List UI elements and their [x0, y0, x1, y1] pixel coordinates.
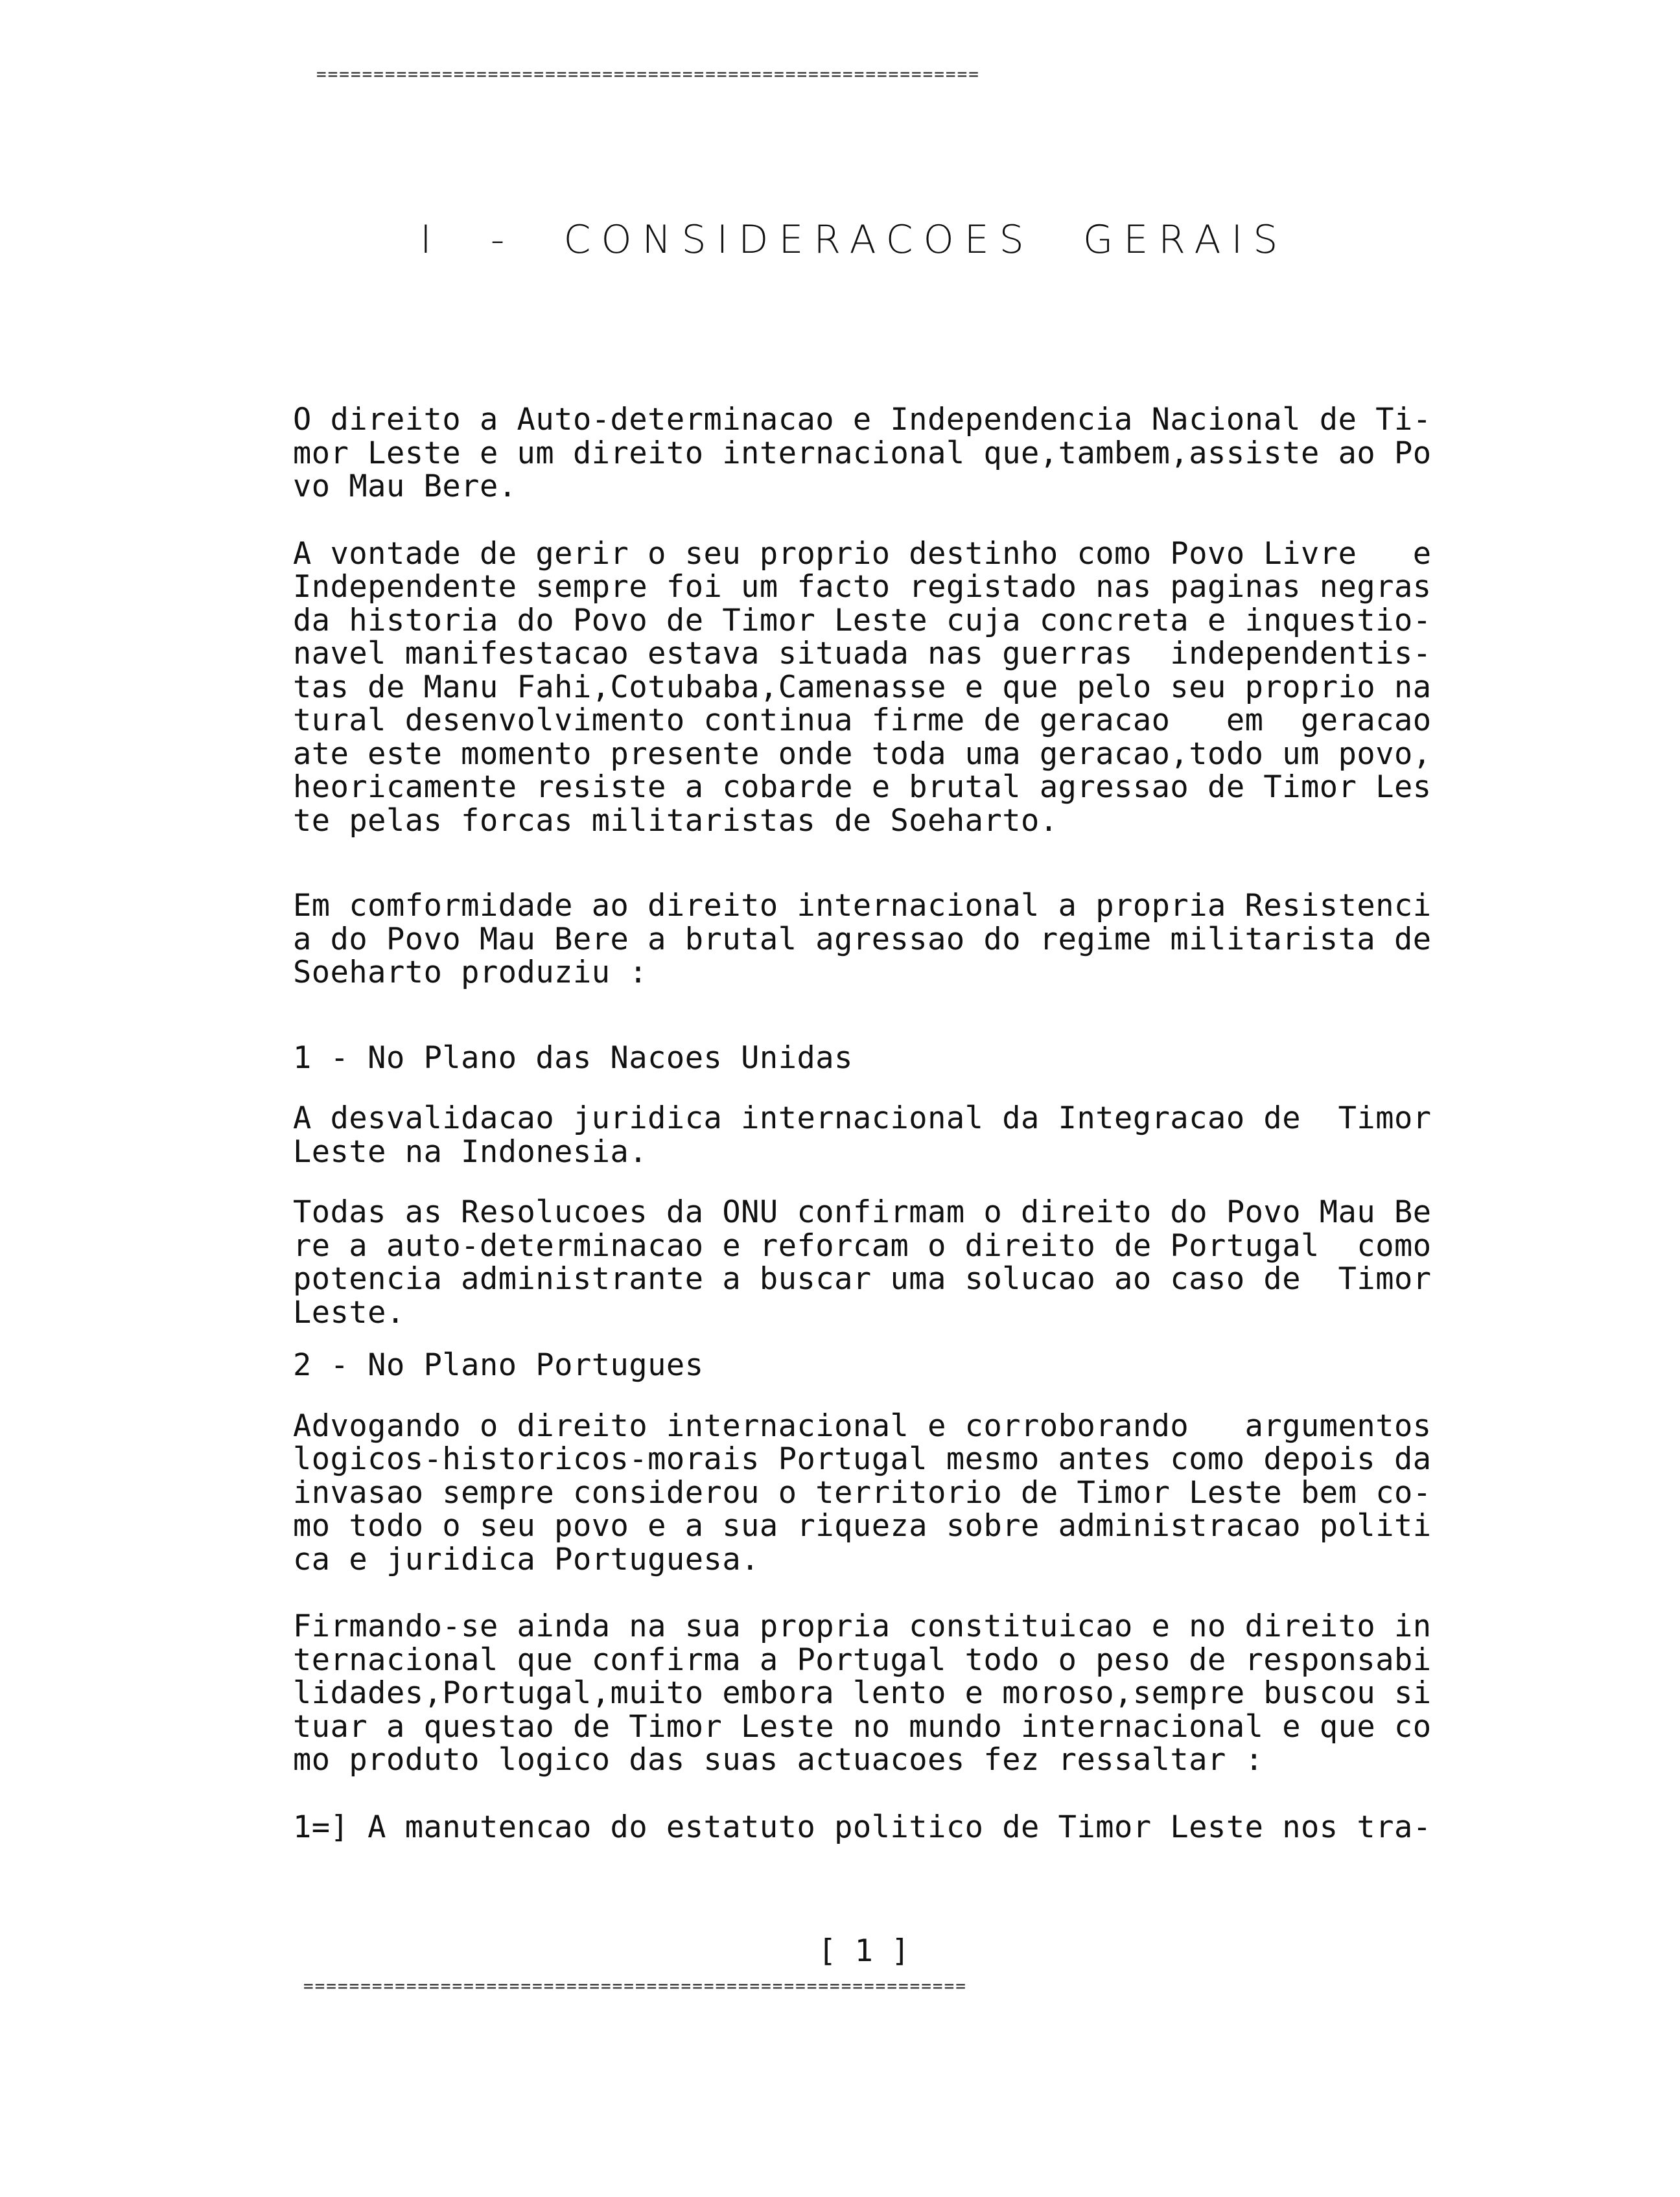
paragraph-portugal-position: Advogando o direito internacional e corroborando argumentos logicos-historicos-morais Portugal mesmo antes como depois da invasao sempre considerou o territorio de Timor Leste bem co- mo todo o seu povo e a sua riqueza sobre administracao politi ca e juridica Portuguesa. [293, 1408, 1432, 1577]
heading-portuguese-plan: 2 - No Plano Portugues [293, 1347, 704, 1383]
document-body [293, 403, 1486, 1844]
section-title: I - CONSIDERACOES GERAIS [420, 217, 1289, 262]
bottom-separator-rule: ========================================================== [303, 1977, 967, 1996]
paragraph-constitution: Firmando-se ainda na sua propria constituicao e no direito in ternacional que confirma a Portugal todo o peso de responsabi lidades,Portugal,muito embora lento e moroso,sempre buscou si tuar a questao de Timor Leste no mundo internacional e que co mo produto logico das suas actuacoes fez ressaltar : [293, 1609, 1432, 1778]
heading-united-nations: 1 - No Plano das Nacoes Unidas [293, 1040, 853, 1076]
paragraph-history: A vontade de gerir o seu proprio destinho como Povo Livre e Independente sempre foi um facto registado nas paginas negras da historia do Povo de Timor Leste cuja concreta e inquestio- navel manifestacao estava situada nas guerras independentis- tas de Manu Fahi,Cotubaba,Camenasse e que pelo seu proprio na tural desenvolvimento continua firme de geracao em geracao ate este momento presente onde toda uma geracao,todo um povo, heoricamente resiste a cobarde e brutal agressao de Timor Les te pelas forcas militaristas de Soeharto. [293, 535, 1432, 839]
paragraph-resistance: Em comformidade ao direito internacional a propria Resistenci a do Povo Mau Bere a brutal agressao do regime militarista de Soeharto produziu : [293, 888, 1432, 990]
paragraph-un-resolutions: Todas as Resolucoes da ONU confirmam o direito do Povo Mau Be re a auto-determinacao e reforcam o direito de Portugal como potencia administrante a buscar uma solucao ao caso de Timor Leste. [293, 1194, 1432, 1331]
list-item-1: 1=] A manutencao do estatuto politico de Timor Leste nos tra- [293, 1809, 1432, 1845]
page-number: [ 1 ] [818, 1933, 910, 1969]
paragraph-invalidation: A desvalidacao juridica internacional da Integracao de Timor Leste na Indonesia. [293, 1100, 1432, 1170]
paragraph-intro: O direito a Auto-determinacao e Independencia Nacional de Ti- mor Leste e um direito internacional que,tambem,assiste ao Po vo Mau Bere. [293, 402, 1432, 504]
top-separator-rule: ========================================================== [316, 65, 980, 84]
